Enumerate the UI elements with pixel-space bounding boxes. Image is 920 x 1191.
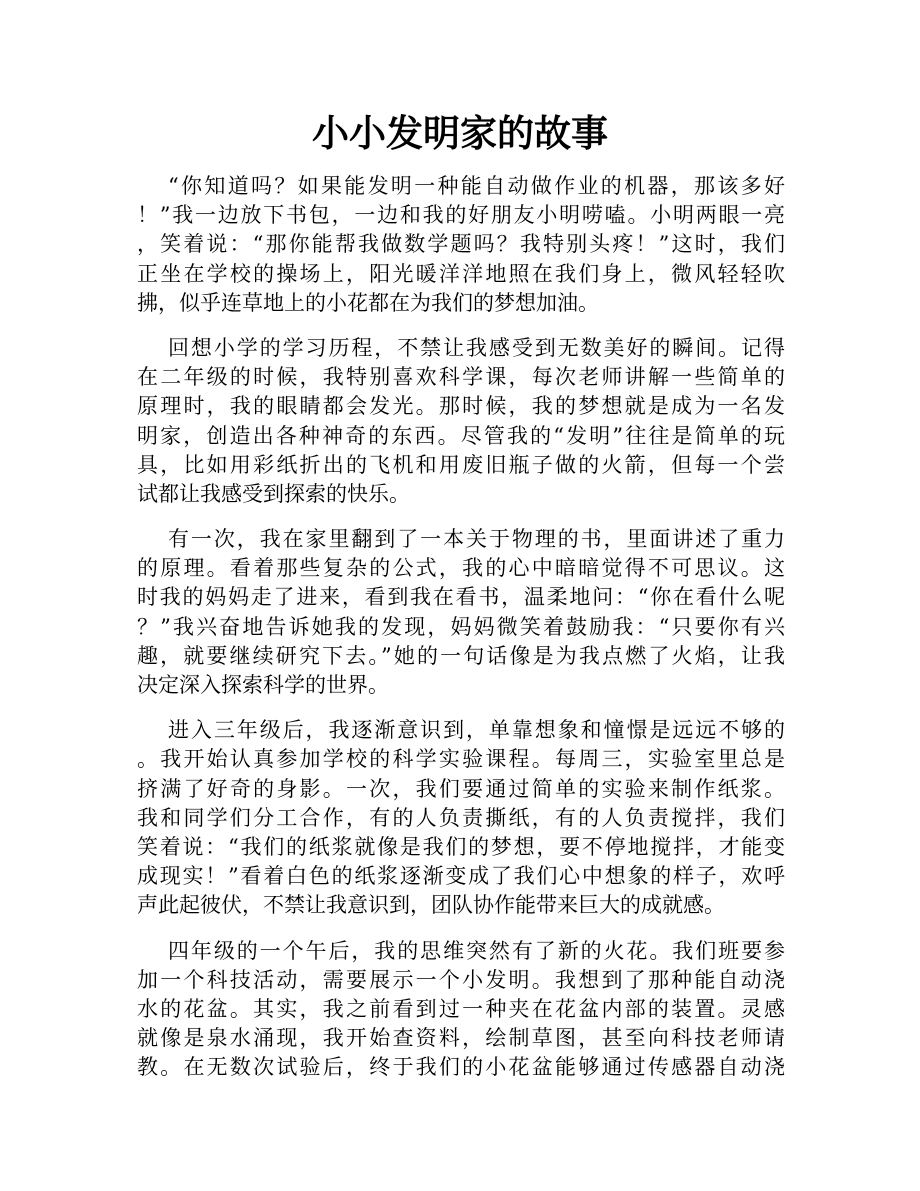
- paragraph-line: 有一次，我在家里翻到了一本关于物理的书，里面讲述了重力: [168, 527, 785, 552]
- paragraph-line: 笑着说：“我们的纸浆就像是我们的梦想，要不停地搅拌，才能变: [137, 834, 785, 859]
- paragraph-line: 我和同学们分工合作，有的人负责撕纸，有的人负责搅拌，我们: [137, 805, 785, 830]
- paragraph-line: “你知道吗？如果能发明一种能自动做作业的机器，那该多好: [168, 174, 785, 198]
- paragraph-line: ，笑着说：“那你能帮我做数学题吗？我特别头疼！”这时，我们: [137, 232, 785, 257]
- paragraph-line: 四年级的一个午后，我的思维突然有了新的火花。我们班要参: [168, 938, 785, 963]
- paragraph-line: 挤满了好奇的身影。一次，我们要通过简单的实验来制作纸浆。: [137, 776, 785, 801]
- document-title: 小小发明家的故事: [312, 112, 608, 155]
- paragraph-line: 趣，就要继续研究下去。”她的一句话像是为我点燃了火焰，让我: [137, 643, 785, 668]
- paragraph-line: 决定深入探索科学的世界。: [137, 673, 389, 697]
- paragraph-line: 教。在无数次试验后，终于我们的小花盆能够通过传感器自动浇: [137, 1055, 785, 1080]
- paragraph-line: 的原理。看着那些复杂的公式，我的心中暗暗觉得不可思议。这: [137, 556, 785, 581]
- paragraph-line: 回想小学的学习历程，不禁让我感受到无数美好的瞬间。记得: [168, 335, 785, 360]
- paragraph-1: [137, 172, 785, 318]
- paragraph-line: 进入三年级后，我逐渐意识到，单靠想象和憧憬是远远不够的: [168, 718, 785, 743]
- paragraph-4: [137, 716, 785, 920]
- paragraph-line: 水的花盆。其实，我之前看到过一种夹在花盆内部的装置。灵感: [137, 996, 785, 1021]
- paragraph-2: [137, 334, 785, 509]
- paragraph-line: 原理时，我的眼睛都会发光。那时候，我的梦想就是成为一名发: [137, 394, 785, 419]
- paragraph-line: 正坐在学校的操场上，阳光暖洋洋地照在我们身上，微风轻轻吹: [137, 261, 785, 286]
- paragraph-line: 明家，创造出各种神奇的东西。尽管我的“发明”往往是简单的玩: [137, 423, 785, 448]
- paragraph-line: 。我开始认真参加学校的科学实验课程。每周三，实验室里总是: [137, 747, 785, 772]
- paragraph-5: [137, 937, 785, 1083]
- paragraph-line: 具，比如用彩纸折出的飞机和用废旧瓶子做的火箭，但每一个尝: [137, 452, 785, 477]
- document-body: [137, 172, 785, 1098]
- paragraph-line: 成现实！”看着白色的纸浆逐渐变成了我们心中想象的样子，欢呼: [137, 864, 785, 889]
- paragraph-line: 时我的妈妈走了进来，看到我在看书，温柔地问：“你在看什么呢: [137, 585, 785, 610]
- paragraph-3: [137, 525, 785, 700]
- paragraph-line: 试都让我感受到探索的快乐。: [137, 481, 410, 506]
- paragraph-line: 加一个科技活动，需要展示一个小发明。我想到了那种能自动浇: [137, 967, 785, 992]
- paragraph-line: 声此起彼伏，不禁让我意识到，团队协作能带来巨大的成就感。: [137, 893, 725, 918]
- paragraph-line: 拂，似乎连草地上的小花都在为我们的梦想加油。: [137, 290, 599, 315]
- paragraph-line: ？”我兴奋地告诉她我的发现，妈妈微笑着鼓励我：“只要你有兴: [137, 614, 785, 639]
- paragraph-line: ！”我一边放下书包，一边和我的好朋友小明唠嗑。小明两眼一亮: [137, 203, 785, 228]
- paragraph-line: 就像是泉水涌现，我开始查资料，绘制草图，甚至向科技老师请: [137, 1026, 785, 1051]
- paragraph-line: 在二年级的时候，我特别喜欢科学课，每次老师讲解一些简单的: [137, 365, 785, 390]
